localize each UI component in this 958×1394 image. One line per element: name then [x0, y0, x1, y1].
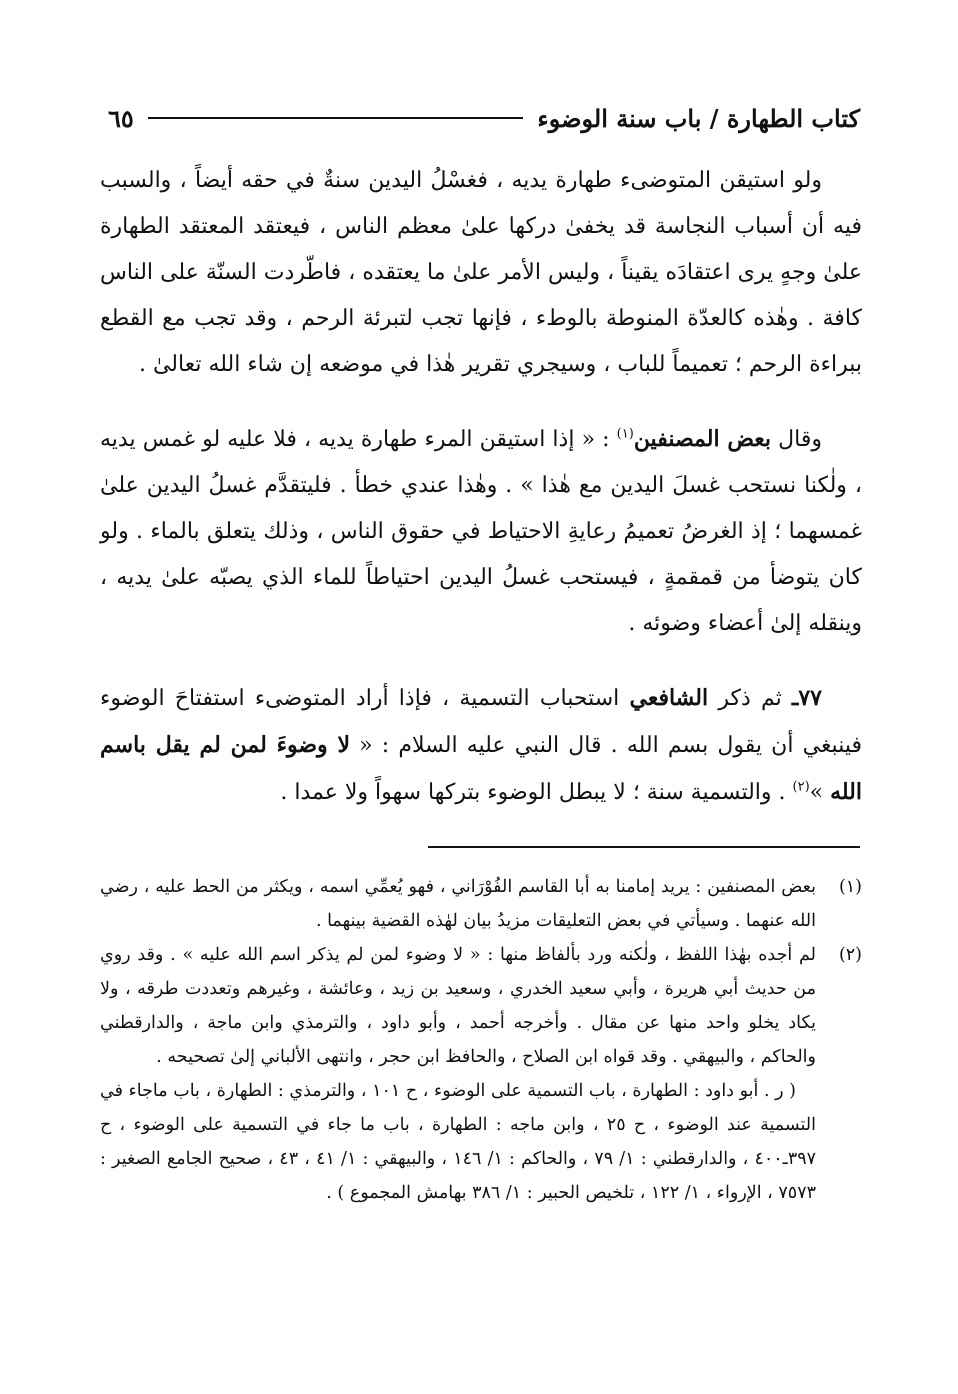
hadith-quote: لا وضوءَ لمن لم يقل باسم الله [100, 732, 862, 805]
footnotes [100, 870, 862, 1210]
bold-term: بعض المصنفين [633, 426, 772, 452]
footnote-2 [100, 938, 862, 1074]
footnote-text: لم أجده بهٰذا اللفظ ، ولٰكنه ورد بألفاظ منها : « لا وضوء لمن لم يذكر اسم الله عليه » . وقد روي من حديث أبي هريرة ، وأبي سعيد الخدري ، وسعيد بن زيد ، وعائشة ، وغيرهم وتعددت طرقه ، ولا يكاد يخلو واحد منها عن مقال . وأخرجه أحمد ، وأبو داود ، والترمذي وابن ماجة ، والدارقطني والحاكم ، والبيهقي . وقد قواه ابن الصلاح ، والحافظ ابن حجر ، وانتهى الألباني إلىٰ تصحيحه . [100, 945, 816, 1067]
footnote-ref-1: (١) [616, 426, 634, 442]
main-text [100, 158, 862, 816]
footnote-1 [100, 870, 862, 938]
footnote-number: (٢) [838, 945, 862, 965]
paragraph-1: ولو استيقن المتوضىء طهارة يديه ، فغسْلُ اليدين سنةٌ في حقه أيضاً ، والسبب فيه أن أسباب النجاسة قد يخفىٰ دركها علىٰ معظم الناس ، فيعتقد المعتقد الطهارة علىٰ وجهٍ يرى اعتقادَه يقيناً ، وليس الأمر علىٰ ما يعتقده ، فاطّردت السنّة على الناس كافة . وهٰذه كالعدّة المنوطة بالوطء ، فإنها تجب لتبرئة الرحم ، وقد تجب مع القطع ببراءة الرحم ؛ تعميماً للباب ، وسيجري تقرير هٰذا في موضعه إن شاء الله تعالىٰ . [100, 168, 862, 377]
paragraph-2: وقال بعض المصنفين$^{(١)}$ : « إذا استيقن المرء طهارة يديه ، فلا عليه لو غمس يديه ، ولٰكنا نستحب غسلَ اليدين مع هٰذا » . وهٰذا عندي خطأ . فليتقدَّم غسلُ اليدين علىٰ غمسهما ؛ إذ الغرضُ تعميمُ رعايةِ الاحتياط في حقوق الناس ، وذلك يتعلق بالماء . ولو كان يتوضأ من قمقمةٍ ، فيستحب غسلُ اليدين احتياطاً للماء الذي يصبّه علىٰ يديه ، وينقله إلىٰ أعضاء وضوئه . [100, 426, 862, 636]
bold-term: الشافعي [629, 685, 709, 711]
footnote-ref-2: (٢) [792, 779, 810, 795]
footnote-divider [428, 846, 860, 848]
page-number: ٦٥ [108, 103, 134, 133]
section-number: ٧٧ـ [791, 685, 822, 711]
footnote-references: ( ر . أبو داود : الطهارة ، باب التسمية على الوضوء ، ح ١٠١ ، والترمذي : الطهارة ، باب ماجاء في التسمية عند الوضوء ، ح ٢٥ ، وابن ماجه : الطهارة ، باب ما جاء في التسمية على الوضوء ، ح ٣٩٧ـ٤٠٠ ، والدارقطني : ١/ ٧٩ ، والحاكم : ١/ ١٤٦ ، والبيهقي : ١/ ٤١ ، ٤٣ ، صحيح الجامع الصغير : ٧٥٧٣ ، الإرواء ، ١/ ١٢٢ ، تلخيص الحبير : ١/ ٣٨٦ بهامش المجموع ) . [100, 1081, 817, 1203]
header-rule [148, 117, 524, 119]
footnote-number: (١) [838, 877, 862, 897]
running-header [108, 100, 860, 136]
paragraph-3: ٧٧ـ ثم ذكر الشافعي استحباب التسمية ، فإذا أراد المتوضىء استفتاحَ الوضوء فينبغي أن يقول بسم الله . قال النبي عليه السلام : « لا وضوءَ لمن لم يقل باسم الله »$^{(٢)}$ . والتسمية سنة ؛ لا يبطل الوضوء بتركها سهواً ولا عمدا . [100, 685, 862, 805]
footnote-text: بعض المصنفين : يريد إمامنا به أبا القاسم الفُوْرَاني ، فهو يُعمِّي اسمه ، ويكثر من الحط عليه ، رضي الله عنهما . وسيأتي في بعض التعليقات مزيدُ بيان لهٰذه القضية بينهما . [100, 877, 816, 931]
header-title: كتاب الطهارة / باب سنة الوضوء [537, 103, 860, 133]
